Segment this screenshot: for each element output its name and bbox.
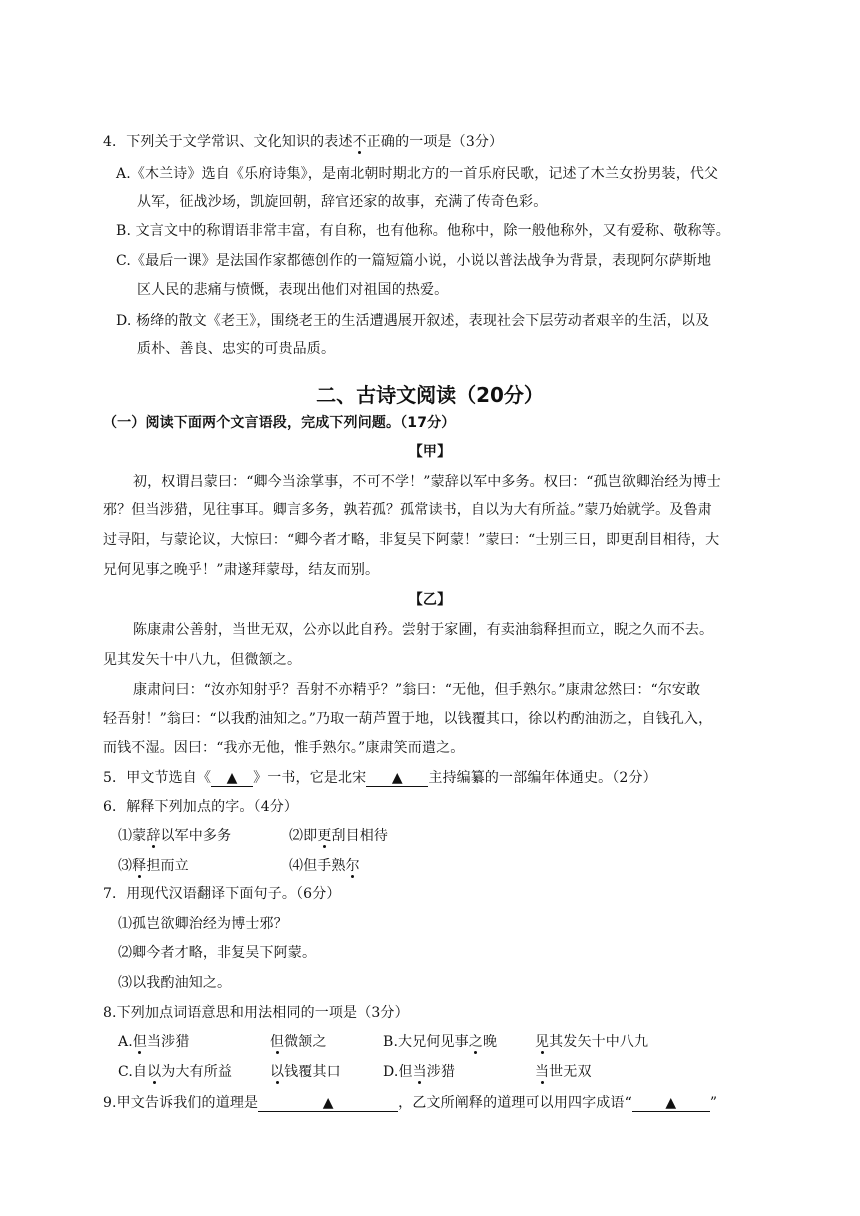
q6-item-2: ⑵即更刮目相待: [289, 828, 389, 844]
q4-option-a-line2: 从军，征战沙场，凯旋回朝，辞官还家的故事，充满了传奇色彩。: [137, 194, 548, 210]
q6-item-3: ⑶释担而立: [118, 858, 189, 874]
emphasis-dot-char: 见: [535, 1034, 550, 1050]
emphasis-dot-char: 不: [352, 134, 367, 150]
section-subheading: （一）阅读下面两个文言语段，完成下列问题。（17分）: [103, 415, 456, 431]
passage-jia-line1: 初，权谓吕蒙曰：“卿今当涂掌事，不可不学！”蒙辞以军中多务。权曰：“孤岂欲卿治经为博士: [133, 474, 721, 490]
q6-stem: 6．解释下列加点的字。（4分）: [103, 799, 299, 815]
emphasis-dot-char: 当: [412, 1064, 427, 1080]
q7-sentence-3: ⑶以我酌油知之。: [118, 975, 232, 991]
q8-option-d-right: 当世无双: [535, 1064, 592, 1080]
passage-yi-line3: 康肃问曰：“汝亦知射乎？吾射不亦精乎？”翁曰：“无他，但手熟尔。”康肃忿然曰：“尔安敢: [133, 682, 701, 698]
passage-yi-line1: 陈康肃公善射，当世无双，公亦以此自矜。尝射于家圃，有卖油翁释担而立，睨之久而不去。: [133, 622, 714, 638]
passage-yi-label: 【乙】: [408, 592, 452, 608]
emphasis-dot-char: 之: [468, 1034, 483, 1050]
passage-yi-line4: 轻吾射！”翁曰：“以我酌油知之。”乃取一葫芦置于地，以钱覆其口，徐以杓酌油沥之，自钱孔入，: [103, 711, 713, 727]
q8-option-c-left: C.自以为大有所益: [118, 1064, 233, 1080]
answer-blank[interactable]: ▲: [632, 1095, 710, 1112]
passage-yi-line2: 见其发矢十中八九，但微颔之。: [103, 652, 302, 668]
emphasis-dot-char: 释: [132, 858, 147, 874]
q8-option-c-right: 以钱覆其口: [270, 1064, 341, 1080]
q4-option-c-line1: C.《最后一课》是法国作家都德创作的一篇短篇小说，小说以普法战争为背景，表现阿尔萨斯地: [116, 253, 712, 269]
emphasis-dot-char: 但: [270, 1034, 285, 1050]
passage-jia-label: 【甲】: [408, 444, 452, 460]
q8-stem: 8.下列加点词语意思和用法相同的一项是（3分）: [103, 1005, 409, 1021]
q9: 9.甲文告诉我们的道理是 ▲ ，乙文所阐释的道理可以用四字成语“ ▲ ”: [103, 1095, 718, 1111]
q7-sentence-1: ⑴孤岂欲卿治经为博士邪？: [118, 916, 288, 932]
q4-option-a-line1: A.《木兰诗》选自《乐府诗集》，是南北朝时期北方的一首乐府民歌，记述了木兰女扮男装，代父: [116, 166, 719, 182]
q7-sentence-2: ⑵卿今者才略，非复吴下阿蒙。: [118, 945, 317, 961]
passage-jia-line2: 邪？但当涉猎，见往事耳。卿言多务，孰若孤？孤常读书，自以为大有所益。”蒙乃始就学。及鲁肃: [103, 502, 712, 518]
q8-option-d-left: D.但当涉猎: [383, 1064, 456, 1080]
emphasis-dot-char: 当: [535, 1064, 550, 1080]
emphasis-dot-char: 但: [132, 1034, 148, 1050]
emphasis-dot-char: 辞: [146, 828, 161, 844]
q8-option-a-left: A.但当涉猎: [118, 1034, 190, 1050]
answer-blank[interactable]: ▲: [366, 770, 428, 787]
answer-blank[interactable]: ▲: [211, 770, 253, 787]
emphasis-dot-char: 尔: [345, 858, 360, 874]
q4-option-d-line1: D. 杨绛的散文《老王》，围绕老王的生活遭遇展开叙述，表现社会下层劳动者艰辛的生活，以及: [116, 313, 710, 329]
passage-yi-line5: 而钱不湿。因曰：“我亦无他，惟手熟尔。”康肃笑而遣之。: [103, 740, 465, 756]
q4-option-c-line2: 区人民的悲痛与愤慨，表现出他们对祖国的热爱。: [137, 282, 449, 298]
emphasis-dot-char: 更: [317, 828, 332, 844]
q6-item-4: ⑷但手熟尔: [289, 858, 360, 874]
section-title: 二、古诗文阅读（20分）: [316, 383, 544, 407]
q8-option-b-left: B.大兄何见事之晚: [383, 1034, 498, 1050]
q4-option-b: B. 文言文中的称谓语非常丰富，有自称，也有他称。他称中，除一般他称外，又有爱称、敬称等。: [116, 223, 730, 239]
passage-jia-line3: 过寻阳，与蒙论议，大惊曰：“卿今者才略，非复吴下阿蒙！”蒙曰：“士别三日，即更刮目相待，大: [103, 532, 720, 548]
q8-option-a-right: 但微颔之: [270, 1034, 327, 1050]
q8-option-b-right: 见其发矢十中八九: [535, 1034, 649, 1050]
q7-stem: 7．用现代汉语翻译下面句子。（6分）: [103, 886, 341, 902]
emphasis-dot-char: 以: [147, 1064, 162, 1080]
q4-stem: 4．下列关于文学常识、文化知识的表述不正确的一项是（3分）: [103, 134, 504, 150]
q5: 5．甲文节选自《 ▲ 》一书，它是北宋 ▲ 主持编纂的一部编年体通史。（2分）: [103, 770, 657, 786]
q4-option-d-line2: 质朴、善良、忠实的可贵品质。: [137, 341, 336, 357]
answer-blank[interactable]: ▲: [258, 1095, 398, 1112]
passage-jia-line4: 兄何见事之晚乎！”肃遂拜蒙母，结友而别。: [103, 562, 380, 578]
emphasis-dot-char: 以: [270, 1064, 285, 1080]
q6-item-1: ⑴蒙辞以军中多务: [118, 828, 232, 844]
